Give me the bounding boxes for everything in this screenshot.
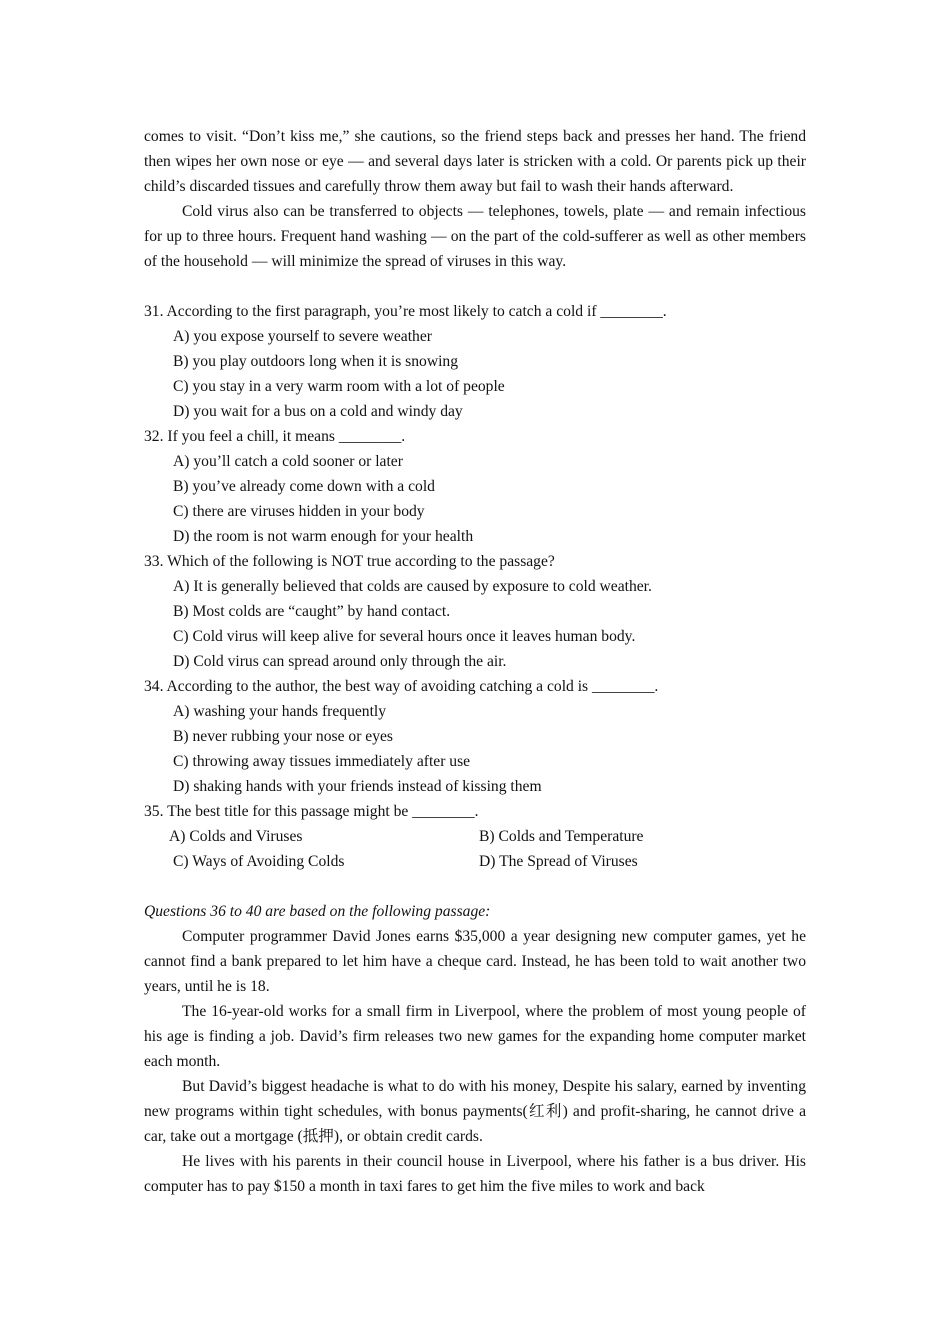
question-31-option-b: B) you play outdoors long when it is snowing bbox=[173, 353, 459, 370]
question-35-option-b: B) Colds and Temperature bbox=[479, 828, 644, 845]
question-32-option-c: C) there are viruses hidden in your body bbox=[173, 503, 425, 520]
passage2-paragraph-1: Computer programmer David Jones earns $35,000 a year designing new computer games, yet he cannot find a bank prepared to let him have a cheque card. Instead, he has been told to wait another two years, until he is 18. bbox=[144, 928, 806, 995]
question-35-stem: 35. The best title for this passage might be ________. bbox=[144, 803, 479, 820]
question-32-option-b: B) you’ve already come down with a cold bbox=[173, 478, 435, 495]
question-34-stem: 34. According to the author, the best way of avoiding catching a cold is ________. bbox=[144, 678, 659, 695]
passage2-paragraph-4: He lives with his parents in their council house in Liverpool, where his father is a bus driver. His computer has to pay $150 a month in taxi fares to get him the five miles to work and back bbox=[144, 1153, 806, 1195]
question-32-option-a: A) you’ll catch a cold sooner or later bbox=[173, 453, 403, 470]
spacer bbox=[144, 874, 806, 899]
question-35-options-row-2 bbox=[144, 849, 806, 874]
question-32-option-d: D) the room is not warm enough for your health bbox=[173, 528, 474, 545]
question-31-option-d: D) you wait for a bus on a cold and windy day bbox=[173, 403, 463, 420]
question-34-option-c: C) throwing away tissues immediately after use bbox=[173, 753, 471, 770]
question-33-stem: 33. Which of the following is NOT true according to the passage? bbox=[144, 553, 555, 570]
question-33-option-d: D) Cold virus can spread around only through the air. bbox=[173, 653, 507, 670]
question-32-stem: 32. If you feel a chill, it means ________. bbox=[144, 428, 406, 445]
passage2-paragraph-3: But David’s biggest headache is what to do with his money, Despite his salary, earned by inventing new programs within tight schedules, with bonus payments(红利) and profit-sharing, he cannot drive a car, take out a mortgage (抵押), or obtain credit cards. bbox=[144, 1078, 806, 1145]
passage1-paragraph-1: comes to visit. “Don’t kiss me,” she cautions, so the friend steps back and presses her hand. The friend then wipes her own nose or eye — and several days later is stricken with a cold. Or parents pick up their child’s discarded tissues and carefully throw them away but fail to wash their hands afterward. bbox=[144, 128, 806, 195]
question-33-option-c: C) Cold virus will keep alive for several hours once it leaves human body. bbox=[173, 628, 636, 645]
question-34-option-a: A) washing your hands frequently bbox=[173, 703, 387, 720]
question-33-option-b: B) Most colds are “caught” by hand contact. bbox=[173, 603, 451, 620]
passage1-paragraph-2: Cold virus also can be transferred to objects — telephones, towels, plate — and remain infectious for up to three hours. Frequent hand washing — on the part of the cold-sufferer as well as other members of the household — will minimize the spread of viruses in this way. bbox=[144, 203, 806, 270]
question-35-option-c: C) Ways of Avoiding Colds bbox=[173, 853, 345, 870]
question-34-option-d: D) shaking hands with your friends instead of kissing them bbox=[173, 778, 542, 795]
question-31-option-c: C) you stay in a very warm room with a lot of people bbox=[173, 378, 505, 395]
document-page bbox=[144, 124, 806, 1199]
question-31-option-a: A) you expose yourself to severe weather bbox=[173, 328, 432, 345]
spacer bbox=[144, 274, 806, 299]
question-34-option-b: B) never rubbing your nose or eyes bbox=[173, 728, 393, 745]
passage2-heading: Questions 36 to 40 are based on the following passage: bbox=[144, 903, 491, 920]
question-31-stem: 31. According to the first paragraph, you’re most likely to catch a cold if ________. bbox=[144, 303, 667, 320]
question-35-options-row-1 bbox=[144, 824, 806, 849]
question-33-option-a: A) It is generally believed that colds are caused by exposure to cold weather. bbox=[173, 578, 652, 595]
question-35-option-d: D) The Spread of Viruses bbox=[479, 853, 638, 870]
question-35-option-a: A) Colds and Viruses bbox=[169, 828, 303, 845]
passage2-paragraph-2: The 16-year-old works for a small firm in Liverpool, where the problem of most young people of his age is finding a job. David’s firm releases two new games for the expanding home computer market each month. bbox=[144, 1003, 806, 1070]
